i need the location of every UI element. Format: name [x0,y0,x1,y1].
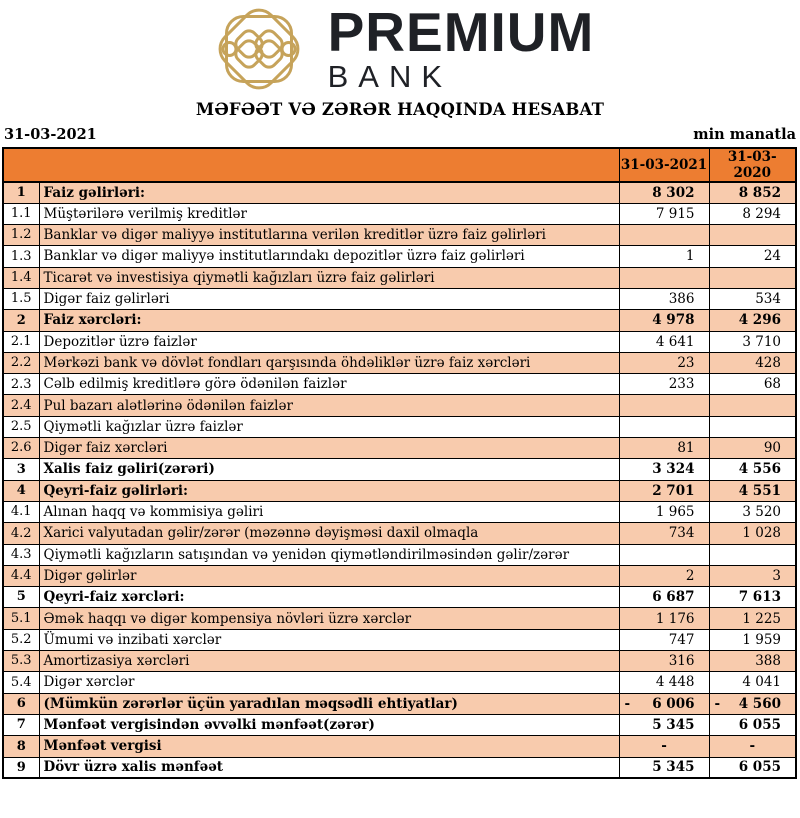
header-empty-cell [3,148,619,182]
value-cell: 4 041 [709,672,796,693]
row-number: 2.3 [3,374,39,395]
table-row [3,310,796,331]
value-number: 4 560 [738,695,781,712]
value-cell: 1 965 [619,501,709,522]
row-number: 1.1 [3,203,39,224]
value-cell: 3 [709,565,796,586]
report-unit: min manatla [693,126,796,143]
brand-header [0,0,800,97]
table-row [3,544,796,565]
row-number: 1.2 [3,225,39,246]
row-label: (Mümkün zərərlər üçün yaradılan məqsədli ehtiyatlar) [39,693,619,714]
row-label: Mərkəzi bank və dövlət fondları qarşısında öhdəliklər üzrə faiz xərcləri [39,352,619,373]
row-label: Faiz gəlirləri: [39,182,619,203]
value-cell: 428 [709,352,796,373]
row-number: 6 [3,693,39,714]
row-label: Dövr üzrə xalis mənfəət [39,757,619,778]
row-label: Faiz xərcləri: [39,310,619,331]
value-cell [619,225,709,246]
value-cell: 4 551 [709,480,796,501]
value-cell: 4 978 [619,310,709,331]
value-number: 6 006 [652,695,695,712]
table-row [3,246,796,267]
row-number: 4.3 [3,544,39,565]
table-row [3,757,796,778]
row-number: 5 [3,587,39,608]
table-row [3,267,796,288]
row-number: 4.1 [3,501,39,522]
value-cell: 734 [619,523,709,544]
table-row [3,693,796,714]
value-cell: 386 [619,288,709,309]
row-label: Ümumi və inzibati xərclər [39,629,619,650]
minus-sign: - [714,695,721,712]
value-cell [709,267,796,288]
table-row [3,438,796,459]
value-cell: 7 915 [619,203,709,224]
value-cell: 1 [619,246,709,267]
value-cell: 6 055 [709,714,796,735]
brand-wordmark [327,1,595,94]
row-label: Mənfəət vergisindən əvvəlki mənfəət(zərər) [39,714,619,735]
row-label: Qeyri-faiz gəlirləri: [39,480,619,501]
table-row [3,714,796,735]
value-cell [709,693,796,714]
value-cell: - [709,736,796,757]
value-cell: 8 852 [709,182,796,203]
table-row [3,736,796,757]
row-number: 2.2 [3,352,39,373]
value-cell: 5 345 [619,757,709,778]
row-label: Digər faiz xərcləri [39,438,619,459]
row-number: 5.1 [3,608,39,629]
value-cell: 3 324 [619,459,709,480]
row-label: Qiymətli kağızlar üzrə faizlər [39,416,619,437]
value-cell: 2 701 [619,480,709,501]
value-cell [709,416,796,437]
table-row [3,395,796,416]
value-cell: 81 [619,438,709,459]
table-row [3,374,796,395]
pnl-table [2,147,797,779]
row-label: Xalis faiz gəliri(zərəri) [39,459,619,480]
row-number: 3 [3,459,39,480]
value-cell: 1 225 [709,608,796,629]
row-number: 2.5 [3,416,39,437]
report-date: 31-03-2021 [4,126,97,143]
value-cell: 6 055 [709,757,796,778]
value-cell: 1 176 [619,608,709,629]
report-title: MƏFƏƏT VƏ ZƏRƏR HAQQINDA HESABAT [195,100,605,119]
value-cell: 5 345 [619,714,709,735]
row-number: 2 [3,310,39,331]
value-cell: 3 710 [709,331,796,352]
value-cell: 68 [709,374,796,395]
table-row [3,501,796,522]
value-cell: 3 520 [709,501,796,522]
premium-bank-logo-icon [206,2,312,97]
value-cell: 6 687 [619,587,709,608]
value-cell: 23 [619,352,709,373]
value-cell: 7 613 [709,587,796,608]
row-label: Əmək haqqı və digər kompensiya növləri üzrə xərclər [39,608,619,629]
row-number: 2.1 [3,331,39,352]
value-cell [619,267,709,288]
row-number: 2.6 [3,438,39,459]
value-cell: 1 959 [709,629,796,650]
table-row [3,565,796,586]
table-row [3,523,796,544]
value-cell: 4 641 [619,331,709,352]
table-row [3,203,796,224]
row-label: Pul bazarı alətlərinə ödənilən faizlər [39,395,619,416]
value-cell: 316 [619,651,709,672]
row-label: Banklar və digər maliyyə institutlarındakı depozitlər üzrə faiz gəlirləri [39,246,619,267]
row-label: Digər faiz gəlirləri [39,288,619,309]
table-row [3,459,796,480]
row-number: 9 [3,757,39,778]
row-number: 1.5 [3,288,39,309]
row-label: Depozitlər üzrə faizlər [39,331,619,352]
table-row [3,480,796,501]
row-number: 7 [3,714,39,735]
row-number: 8 [3,736,39,757]
value-cell [709,225,796,246]
row-label: Qiymətli kağızların satışından və yenidən qiymətləndirilməsindən gəlir/zərər [39,544,619,565]
value-cell: 1 028 [709,523,796,544]
row-number: 1.3 [3,246,39,267]
table-row [3,182,796,203]
table-row [3,331,796,352]
value-cell: 90 [709,438,796,459]
row-label: Amortizasiya xərcləri [39,651,619,672]
value-cell [619,693,709,714]
row-label: Digər gəlirlər [39,565,619,586]
value-cell: 24 [709,246,796,267]
row-label: Qeyri-faiz xərcləri: [39,587,619,608]
row-label: Ticarət və investisiya qiymətli kağızları üzrə faiz gəlirləri [39,267,619,288]
row-number: 5.2 [3,629,39,650]
row-number: 5.3 [3,651,39,672]
report-meta [0,119,800,147]
column-header-2021: 31-03-2021 [619,148,709,182]
row-number: 4.4 [3,565,39,586]
row-label: Digər xərclər [39,672,619,693]
brand-name-top: PREMIUM [327,1,595,64]
minus-sign: - [624,695,631,712]
row-label: Xarici valyutadan gəlir/zərər (məzənnə dəyişməsi daxil olmaqla [39,523,619,544]
value-cell: - [619,736,709,757]
value-cell [619,395,709,416]
value-cell: 747 [619,629,709,650]
table-row [3,352,796,373]
value-cell: 233 [619,374,709,395]
table-row [3,629,796,650]
value-cell: 388 [709,651,796,672]
row-label: Cəlb edilmiş kreditlərə görə ödənilən faizlər [39,374,619,395]
row-number: 1 [3,182,39,203]
table-row [3,416,796,437]
table-row [3,651,796,672]
row-number: 4 [3,480,39,501]
row-label: Alınan haqq və kommisiya gəliri [39,501,619,522]
row-number: 4.2 [3,523,39,544]
table-row [3,225,796,246]
value-cell: 8 302 [619,182,709,203]
row-number: 2.4 [3,395,39,416]
value-cell [709,395,796,416]
table-row [3,587,796,608]
row-label: Banklar və digər maliyyə institutlarına verilən kreditlər üzrə faiz gəlirləri [39,225,619,246]
value-cell: 534 [709,288,796,309]
value-cell: 4 296 [709,310,796,331]
table-row [3,288,796,309]
row-label: Müştərilərə verilmiş kreditlər [39,203,619,224]
value-cell: 4 448 [619,672,709,693]
brand-name-bottom: BANK [327,58,453,94]
value-cell: 2 [619,565,709,586]
table-row [3,608,796,629]
table-row [3,672,796,693]
table-header-row [3,148,796,182]
value-cell [709,544,796,565]
row-number: 5.4 [3,672,39,693]
value-cell [619,416,709,437]
value-cell: 4 556 [709,459,796,480]
row-number: 1.4 [3,267,39,288]
row-label: Mənfəət vergisi [39,736,619,757]
column-header-2020: 31-03-2020 [709,148,796,182]
value-cell [619,544,709,565]
value-cell: 8 294 [709,203,796,224]
